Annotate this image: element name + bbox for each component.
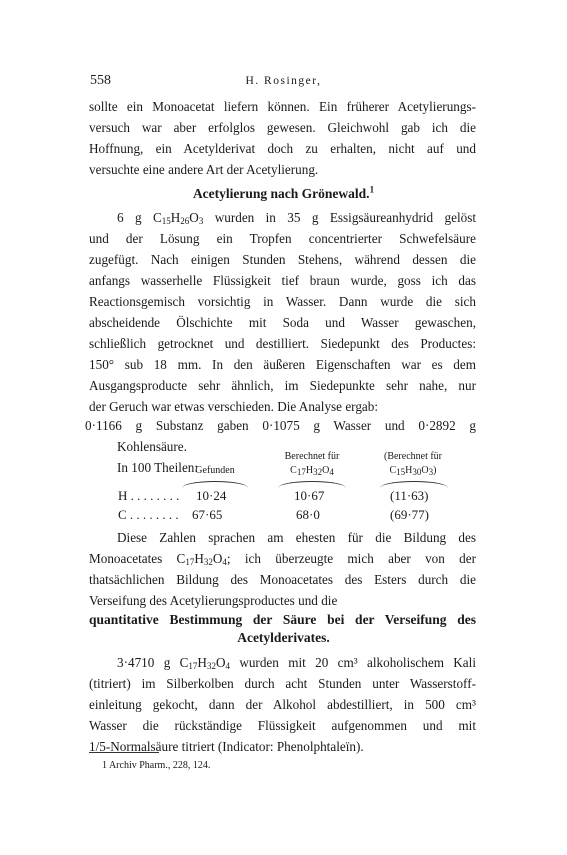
column-brace bbox=[278, 481, 346, 488]
paragraph-acetylation bbox=[89, 207, 476, 417]
footnote-rule bbox=[89, 752, 159, 753]
text-line: Kohlensäure. bbox=[117, 439, 187, 454]
text-line: Verseifung des Acetylierungsproductes und die bbox=[89, 593, 338, 608]
paragraph-conclusion bbox=[89, 527, 476, 611]
column-brace bbox=[380, 481, 448, 488]
text-line: 0·1166 g Substanz gaben 0·1075 g Wasser und 0·2892 g bbox=[85, 418, 476, 433]
footnote: 1 Archiv Pharm., 228, 124. bbox=[102, 760, 211, 771]
running-header-author: H. Rosinger, bbox=[245, 75, 322, 87]
table-cell-calc1: 10·67 bbox=[294, 488, 325, 503]
text-line: Diese Zahlen sprachen am ehesten für die Bildung des bbox=[117, 530, 476, 545]
column-formula-calc2: $C_{15}H_{30}O_3$) bbox=[389, 465, 437, 477]
text-line: einleitung gekocht, dann der Alkohol abdestilliert, in 500 cm³ bbox=[89, 697, 476, 712]
paragraph-intro bbox=[89, 96, 476, 180]
column-header-calc2: (Berechnet für bbox=[383, 451, 443, 462]
table-row-label: H . . . . . . . . bbox=[118, 488, 180, 503]
text-line: Reactionsgemisch vorsichtig in Wasser. Dann wurde die sich bbox=[89, 294, 476, 309]
column-header-calc1: Berechnet für bbox=[284, 451, 340, 462]
text-line: versuchte eine andere Art der Acetylierung. bbox=[89, 162, 319, 177]
text-line: abscheidende Ölschichte mit Soda und Wasser gewaschen, bbox=[89, 315, 476, 330]
text-line: zugefügt. Nach einigen Stunden Stehens, während dessen die bbox=[89, 252, 476, 267]
table-cell-calc2: (69·77) bbox=[390, 507, 429, 522]
text-line: Monoacetates $C_{17}H_{32}O_4$; ich überzeugte mich aber von der bbox=[89, 551, 476, 567]
section-heading-quantitative: quantitative Bestimmung der Säure bei der Verseifung des bbox=[89, 612, 476, 627]
text-line: 150° sub 18 mm. In den äußeren Eigenschaften war es dem bbox=[89, 357, 476, 372]
text-line: In 100 Theilen: bbox=[117, 460, 199, 475]
column-formula-calc1: $C_{17}H_{32}O_4$ bbox=[290, 465, 334, 477]
text-line: schließlich getrocknet und destilliert. Siedepunkt des Productes: bbox=[89, 336, 476, 351]
section-heading-quantitative-cont: Acetylderivates. bbox=[237, 630, 330, 645]
section-heading-acetylierung bbox=[0, 186, 567, 202]
table-row-label: C . . . . . . . . bbox=[118, 507, 179, 522]
table-cell-calc1: 68·0 bbox=[296, 507, 320, 522]
text-line: thatsächlichen Bildung des Monoacetates des Esters durch die bbox=[89, 572, 476, 587]
text-line: Ausgangsproducte sehr ähnlich, im Siedepunkte sehr nahe, nur bbox=[89, 378, 476, 393]
text-line: der Geruch war etwas verschieden. Die Analyse ergab: bbox=[89, 399, 379, 414]
text-line: sollte ein Monoacetat liefern können. Ein früherer Acetylierungs- bbox=[89, 99, 476, 114]
column-brace bbox=[182, 481, 248, 488]
text-line: Hoffnung, ein Acetylderivat doch zu erhalten, nicht auf und bbox=[89, 141, 476, 156]
text-line: versuch war aber erfolglos gewesen. Gleichwohl gab ich die bbox=[89, 120, 476, 135]
text-line: Wasser die rückständige Flüssigkeit aufgenommen und mit bbox=[89, 718, 476, 733]
paragraph-saponification bbox=[89, 652, 476, 757]
text-line: (titriert) im Silberkolben durch acht Stunden unter Wasserstoff- bbox=[89, 676, 476, 691]
text-line: 3·4710 g $C_{17}H_{32}O_4$ wurden mit 20 cm³ alkoholischem Kali bbox=[117, 655, 476, 671]
text-line: und der Lösung ein Tropfen concentrierter Schwefelsäure bbox=[89, 231, 476, 246]
table-cell-found: 67·65 bbox=[192, 507, 223, 522]
text-line: anfangs wasserhelle Flüssigkeit tief braun wurde, goss ich das bbox=[89, 273, 476, 288]
footnote-marker: 1 bbox=[369, 184, 375, 195]
heading-text: Acetylierung nach Grönewald. bbox=[192, 186, 370, 201]
table-cell-found: 10·24 bbox=[196, 488, 227, 503]
table-cell-calc2: (11·63) bbox=[390, 488, 429, 503]
page-number: 558 bbox=[90, 73, 111, 88]
text-line: 6 g $C_{15}H_{26}O_3$ wurden in 35 g Essigsäureanhydrid gelöst bbox=[117, 210, 476, 226]
text-line: 1/5-Normalsäure titriert (Indicator: Phenolphtaleïn). bbox=[89, 739, 364, 754]
column-header-found: Gefunden bbox=[195, 465, 235, 476]
